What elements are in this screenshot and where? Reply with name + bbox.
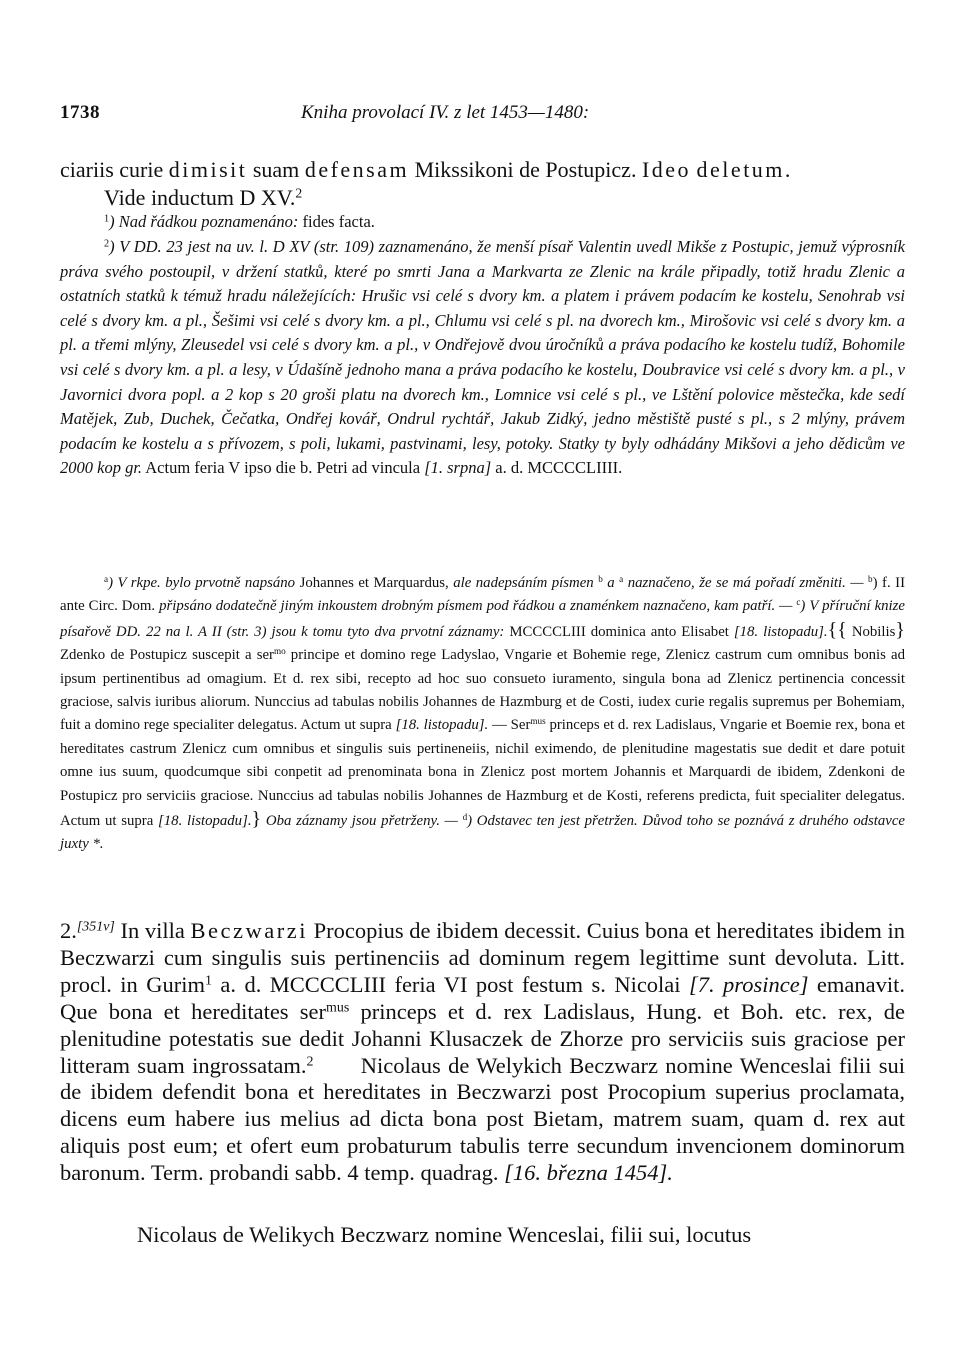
place-name: Beczwarzi (190, 918, 308, 943)
note-text: Zdenko de Postupicz suscepit a ser (60, 647, 274, 664)
note-text: princeps et d. rex Ladislaus, Vngarie et Boemie rex, bona et hereditates castrum Zlenicz cum omnibus et singulis suis pertineneiis, nichil eximendo, de plenitudine magestatis sue dedit et dare potuit omne ius suum, quodcumque sibi conpetit ad prenominata bona in Zlenicz post mortem Johannis et Marquardi de ibidem, Zdenkoni de Postupicz pro serviciis graciose. Nunccius ad tabulas nobilis Johannes de Hazmburg et de Kosti, referens predicta, fuit specialiter delegatus. Actum ut supra (60, 717, 906, 830)
text-run: In villa (114, 918, 191, 943)
note-text: naznačeno, že se má pořadí změniti. — (623, 575, 869, 591)
text-run: suam (247, 157, 305, 182)
entry-paragraph (60, 918, 905, 1187)
footnote-text: ) Nad řádkou poznamenáno: (109, 212, 303, 231)
note-text: [18. listopadu]. (733, 623, 828, 640)
abbrev-sup: mus (326, 1000, 350, 1016)
note-text: [18. listopadu]. (395, 717, 489, 734)
text-run: Nicolaus de Welykich Beczwarz nomine Wenceslai filii sui de ibidem defendit bona et hereditates in Beczwarzi post Procopium superius proclamata, dicens eum habere ius melius ad dicta bona post Bietam, matrem suam, quam d. rex aut aliquis post eum; et ofert eum probaturum tabulis terre secundum invencionem dominorum baronum. Term. probandi sabb. 4 temp. quadrag. (60, 1052, 905, 1186)
note-text: ) f. II ante Circ. Dom. (60, 575, 905, 615)
note-mark: a (104, 573, 109, 584)
footnote-ref: 2 (306, 1053, 314, 1069)
running-title: Kniha provolací IV. z let 1453—1480: (301, 102, 590, 123)
note-mark: b (868, 573, 873, 584)
text-run: a. d. MCCCCLIII feria VI post festum s. Nicolai (211, 971, 689, 997)
brace-mark: {{ (827, 618, 847, 641)
date-note: [16. března 1454]. (504, 1160, 673, 1186)
text-run: . (784, 157, 791, 182)
footnote-text: Actum feria V ipso die b. Petri ad vincula (142, 458, 425, 478)
footnote-2 (60, 235, 905, 481)
note-mark: d (462, 812, 468, 823)
note-sup: mus (530, 716, 546, 727)
footnote-text: a. d. MCCCCLIIII. (491, 458, 623, 478)
footnote-mark: 2 (104, 238, 110, 250)
note-sup: mo (273, 646, 286, 657)
page-number: 1738 (60, 102, 100, 123)
note-mark: c (796, 597, 801, 608)
note-text: — Ser (488, 717, 531, 734)
note-text: Oba záznamy jsou přetrženy. — (261, 813, 463, 830)
note-text: principe et domino rege Ladyslao, Vngarie et Bohemie rege, Zlenicz castrum cum omnibus bonis ad ipsum pertinentibus ad omagium. Et d. rex sibi, recepto ad hoc suo consueto iuramento, singula bona ad Zlenicz pertinencia concessit graciose, salvis iuribus aliorum. Nunccius ad tabulas nobilis Johannes de Hazmburg et de Costi, iudex curie regalis supremus per Bohemiam, fuit a domino rege specialiter delegatus. Actum ut supra (60, 647, 905, 734)
footnote-1 (60, 210, 905, 235)
text-run: Procopius de ibidem decessit. Cuius bona et hereditates ibidem in Beczwarzi cum singulis suis pertinenciis ad dominum regem legittime sunt devoluta. Litt. procl. in Gurim (60, 918, 906, 997)
footnote-text: ) V DD. 23 jest na uv. l. D XV (str. 109) zaznamenáno, že menší písař Valentin uvedl Mikše z Postupic, jemuž výprosník práva svého postoupil, v držení statků, které po smrti Jana a Markvarta ze Zlenic na krále připadly, totiž hradu Zlenic a ostatních statků k témuž hradu náležejících: Hrušic vsi celé s dvory km. a platem i právem podacím ke kostelu, Senohrab vsi celé s dvory km. a pl., Šešimi vsi celé s dvory km. a pl., Chlumu vsi celé s pl. na dvorech km., Mirošovic vsi celé s dvory km. a pl. a třemi mlýny, Zleusedel vsi celé s dvory km. a pl., v Ondřejově dvou úročníků a práva podacího ke kostelu tudíž, Bohomile vsi celé s dvory km. a pl. a lesy, v Údašíně jednoho mana a práva podacího ke kostelu, Doubravice vsi celé s dvory km. a pl., v Javornici dvora popl. a 2 kop s 20 groši platu na dvorech km., Lomnice vsi celé s pl., ve Lštění polovice městečka, kde sedí Matějek, Zub, Duchek, Čečatka, Ondřej kovář, Ondrul rychtář, Jakub Zidký, jedno městiště pusté s pl., s 2 mlýny, právem podacím ke kostelu a s přívozem, s poli, lukami, pastvinami, lesy, potoky. Statky ty byly odhádány Mikšovi a jeho dědicům ve 2000 kop gr. (60, 237, 905, 478)
footnote-ref: 2 (295, 185, 303, 201)
note-text: ) V příruční knize písařově DD. 22 na l. A II (str. 3) jsou k tomu tyto dva prvotní záznamy: (60, 598, 905, 640)
spaced-word: defensam (304, 157, 410, 182)
note-text: Johannes et Marquardus, (299, 575, 449, 591)
note-text: MCCCCLIII dominica anto Elisabet (509, 623, 734, 640)
note-text: ) V rkpe. bylo prvotně napsáno (108, 575, 300, 591)
text-run: emanavit. Que bona et hereditates ser (60, 971, 905, 1024)
next-paragraph: Nicolaus de Welikych Beczwarz nomine Wenceslai, filii sui, locutus (137, 1222, 752, 1247)
spaced-word: deletum (696, 157, 785, 182)
note-text: připsáno dodatečně jiným inkoustem drobným písmem pod řádkou a znaménkem naznačeno, kam patří. — (159, 598, 797, 615)
footnote-text: fides facta. (302, 212, 375, 231)
note-text: a (602, 575, 620, 591)
spaced-word: Ideo (641, 157, 692, 182)
brace-mark: } (251, 808, 262, 831)
note-text: ale nadepsáním písmen (448, 575, 599, 591)
note-mark: a (619, 573, 624, 584)
brace-mark: } (895, 618, 905, 641)
critical-apparatus (60, 572, 905, 857)
text-run: Mikssikoni de Postupicz. (409, 157, 642, 182)
vide-reference: Vide inductum D XV. (104, 185, 296, 210)
note-text: [18. listopadu]. (158, 813, 252, 830)
date-note: [1. srpna] (424, 458, 492, 478)
date-note: [7. prosince] (688, 971, 809, 997)
text-run: princeps et d. rex Ladislaus, Hung. et Boh. etc. rex, de plenitudine potestatis sue dedit Johanni Klusaczek de Zhorze pro serviciis suis graciose per litteram suam ingrossatam. (60, 998, 905, 1078)
footnote-mark: 1 (104, 213, 110, 225)
folio-ref: [351v] (76, 919, 115, 935)
note-text: Nobilis (846, 623, 896, 640)
spaced-word: dimisit (168, 157, 248, 182)
footnote-ref: 1 (204, 973, 212, 989)
entry-ending-paragraph (60, 156, 905, 212)
note-mark: b (598, 573, 603, 584)
entry-number: 2. (60, 918, 77, 943)
text-run: ciariis curie (60, 157, 169, 182)
note-text: ) Odstavec ten jest přetržen. Důvod toho se poznává z druhého odstavce juxty *. (60, 813, 905, 853)
